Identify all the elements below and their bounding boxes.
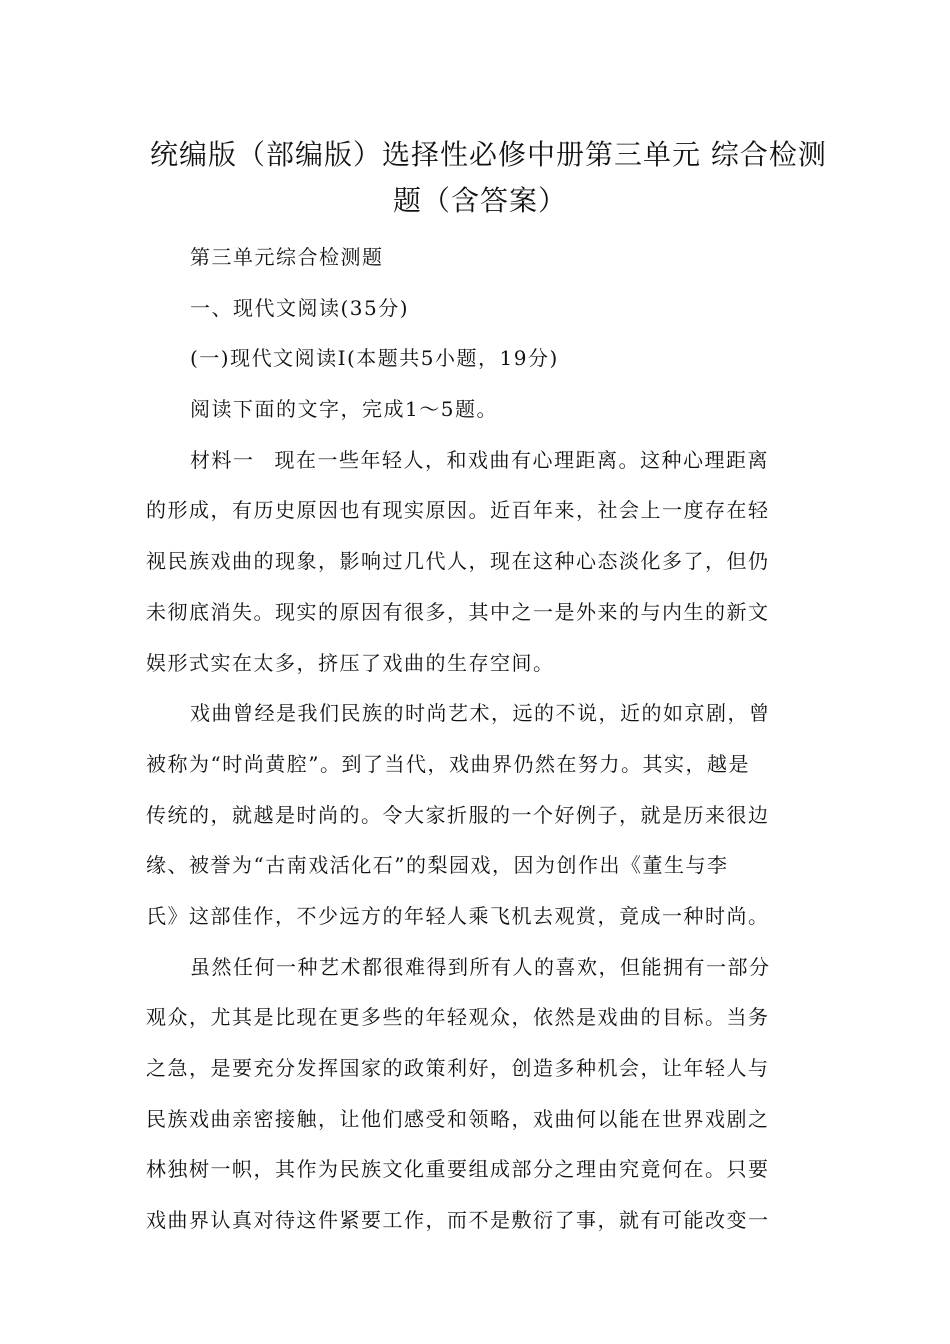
- paragraph-line: 被称为“时尚黄腔”。到了当代，戏曲界仍然在努力。其实，越是: [146, 751, 750, 776]
- paragraph-line: 氏》这部佳作，不少远方的年轻人乘飞机去观赏，竟成一种时尚。: [146, 903, 770, 928]
- document-body: [146, 232, 806, 1246]
- paragraph-line: 缘、被誉为“古南戏活化石”的梨园戏，因为创作出《董生与李: [146, 853, 729, 878]
- paragraph-line: 的形成，有历史原因也有现实原因。近百年来，社会上一度存在轻: [146, 498, 770, 523]
- paragraph-line: 虽然任何一种艺术都很难得到所有人的喜欢，但能拥有一部分: [190, 954, 771, 979]
- paragraph-line: 未彻底消失。现实的原因有很多，其中之一是外来的与内生的新文: [146, 599, 770, 624]
- material-label: 材料一: [190, 447, 255, 472]
- paragraph-line: 戏曲曾经是我们民族的时尚艺术，远的不说，近的如京剧，曾: [190, 701, 771, 726]
- title-line-1: 统编版（部编版）选择性必修中册第三单元 综合检测: [150, 138, 827, 171]
- paragraph-line-text: 现在一些年轻人，和戏曲有心理距离。这种心理距离: [274, 447, 769, 472]
- subsection-heading: (一)现代文阅读Ⅰ(本题共5小题，19分): [190, 346, 559, 371]
- paragraph-line: [146, 435, 806, 486]
- paragraph-line: 视民族戏曲的现象，影响过几代人，现在这种心态淡化多了，但仍: [146, 549, 770, 574]
- unit-heading: 第三单元综合检测题: [190, 245, 384, 269]
- title-line-2: 题（含答案）: [392, 184, 567, 217]
- paragraph-line: 娱形式实在太多，挤压了戏曲的生存空间。: [146, 650, 555, 675]
- section-heading: 一、现代文阅读(35分): [190, 295, 410, 320]
- paragraph-line: 之急，是要充分发挥国家的政策利好，创造多种机会，让年轻人与: [146, 1056, 770, 1080]
- paragraph-line: 传统的，就越是时尚的。令大家折服的一个好例子，就是历来很边: [146, 802, 770, 827]
- paragraph-line: 民族戏曲亲密接触，让他们感受和领略，戏曲何以能在世界戏剧之: [146, 1106, 770, 1131]
- reading-instruction: 阅读下面的文字，完成1～5题。: [190, 397, 498, 422]
- paragraph-line: 观众，尤其是比现在更多些的年轻观众，依然是戏曲的目标。当务: [146, 1005, 770, 1030]
- paragraph-line: 林独树一帜，其作为民族文化重要组成部分之理由究竟何在。只要: [146, 1157, 770, 1182]
- document-title: [150, 132, 827, 224]
- paragraph-line: 戏曲界认真对待这件紧要工作，而不是敷衍了事，就有可能改变一: [146, 1208, 770, 1233]
